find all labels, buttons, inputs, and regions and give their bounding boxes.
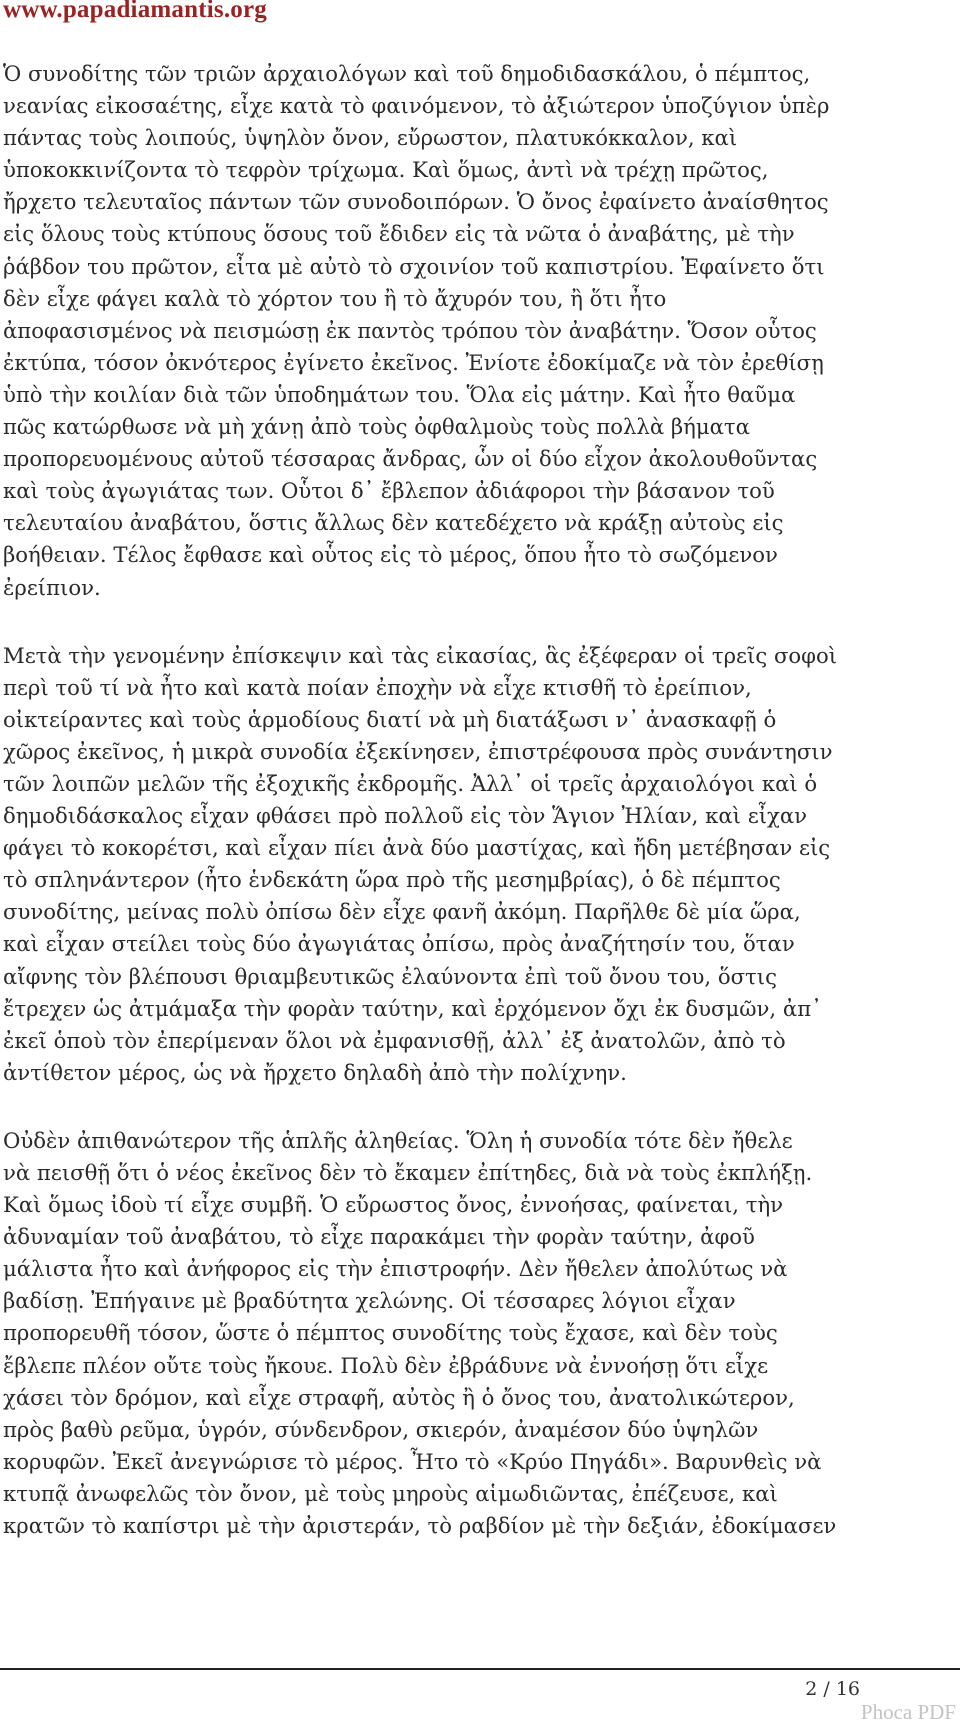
- page-number: 2 / 16: [805, 1678, 860, 1700]
- paragraph-1: Ὁ συνοδίτης τῶν τριῶν ἀρχαιολόγων καὶ τοῦ δημοδιδασκάλου, ὁ πέμπτος, νεανίας εἰκοσαέτης, εἶχε κατὰ τὸ φαινόμενον, τὸ ἀξιώτερον ὑποζύγιον ὑπὲρ πάντας τοὺς λοιπούς, ὑψηλὸν ὄνον, εὔρωστον, πλατυκόκκαλον, καὶ ὑποκοκκινίζοντα τὸ τεφρὸν τρίχωμα. Καὶ ὅμως, ἀντὶ νὰ τρέχῃ πρῶτος, ἤρχετο τελευταῖος πάντων τῶν συνοδοιπόρων. Ὁ ὄνος ἐφαίνετο ἀναίσθητος εἰς ὅλους τοὺς κτύπους ὅσους τοῦ ἔδιδεν εἰς τὰ νῶτα ὁ ἀναβάτης, μὲ τὴν ῥάβδον του πρῶτον, εἶτα μὲ αὐτὸ τὸ σχοινίον τοῦ καπιστρίου. Ἐφαίνετο ὅτι δὲν εἶχε φάγει καλὰ τὸ χόρτον του ἢ τὸ ἄχυρόν του, ἢ ὅτι ἦτο ἀποφασισμένος νὰ πεισμώσῃ ἐκ παντὸς τρόπου τὸν ἀναβάτην. Ὅσον οὗτος ἐκτύπα, τόσον ὀκνότερος ἐγίνετο ἐκεῖνος. Ἐνίοτε ἐδοκίμαζε νὰ τὸν ἐρεθίσῃ ὑπὸ τὴν κοιλίαν διὰ τῶν ὑποδημάτων του. Ὅλα εἰς μάτην. Καὶ ἦτο θαῦμα πῶς κατώρθωσε νὰ μὴ χάνῃ ἀπὸ τοὺς ὀφθαλμοὺς τοὺς πολλὰ βήματα προπορευομένους αὐτοῦ τέσσαρας ἄνδρας, ὧν οἱ δύο εἶχον ἀκολουθοῦντας καὶ τοὺς ἀγωγιάτας των. Οὗτοι δ᾽ ἔβλεπον ἀδιάφοροι τὴν βάσανον τοῦ τελευταίου ἀναβάτου, ὅστις ἄλλως δὲν κατεδέχετο νὰ κράξῃ αὐτοὺς εἰς βοήθειαν. Τέλος ἔφθασε καὶ οὗτος εἰς τὸ μέρος, ὅπου ἦτο τὸ σωζόμενον ἐρείπιον.: [3, 61, 830, 600]
- site-url-header: www.papadiamantis.org: [3, 0, 267, 23]
- footer-divider: [0, 1668, 960, 1670]
- document-body: [3, 58, 933, 1578]
- paragraph-2: Μετὰ τὴν γενομένην ἐπίσκεψιν καὶ τὰς εἰκασίας, ἃς ἐξέφεραν οἱ τρεῖς σοφοὶ περὶ τοῦ τί νὰ ἦτο καὶ κατὰ ποίαν ἐποχὴν νὰ εἶχε κτισθῆ τὸ ἐρείπιον, οἰκτείραντες καὶ τοὺς ἁρμοδίους διατί νὰ μὴ διατάξωσι ν᾽ ἀνασκαφῇ ὁ χῶρος ἐκεῖνος, ἡ μικρὰ συνοδία ἐξεκίνησεν, ἐπιστρέφουσα πρὸς συνάντησιν τῶν λοιπῶν μελῶν τῆς ἐξοχικῆς ἐκδρομῆς. Ἀλλ᾽ οἱ τρεῖς ἀρχαιολόγοι καὶ ὁ δημοδιδάσκαλος εἶχαν φθάσει πρὸ πολλοῦ εἰς τὸν Ἅγιον Ἠλίαν, καὶ εἶχαν φάγει τὸ κοκορέτσι, καὶ εἶχαν πίει ἀνὰ δύο μαστίχας, καὶ ἤδη μετέβησαν εἰς τὸ σπληνάντερον (ἦτο ἑνδεκάτη ὥρα πρὸ τῆς μεσημβρίας), ὁ δὲ πέμπτος συνοδίτης, μείνας πολὺ ὀπίσω δὲν εἶχε φανῆ ἀκόμη. Παρῆλθε δὲ μία ὥρα, καὶ εἶχαν στείλει τοὺς δύο ἀγωγιάτας ὀπίσω, πρὸς ἀναζήτησίν του, ὅταν αἴφνης τὸν βλέπουσι θριαμβευτικῶς ἐλαύνοντα ἐπὶ τοῦ ὄνου του, ὅστις ἔτρεχεν ὡς ἀτμάμαξα τὴν φορὰν ταύτην, καὶ ἐρχόμενον ὄχι ἐκ δυσμῶν, ἀπ᾽ ἐκεῖ ὁποὺ τὸν ἐπερίμεναν ὅλοι νὰ ἐμφανισθῇ, ἀλλ᾽ ἐξ ἀνατολῶν, ἀπὸ τὸ ἀντίθετον μέρος, ὡς νὰ ἤρχετο δηλαδὴ ἀπὸ τὴν πολίχνην.: [3, 642, 838, 1085]
- phoca-pdf-watermark: Phoca PDF: [860, 1700, 956, 1724]
- paragraph-3: Οὐδὲν ἀπιθανώτερον τῆς ἁπλῆς ἀληθείας. Ὅλη ἡ συνοδία τότε δὲν ἤθελε νὰ πεισθῇ ὅτι ὁ νέος ἐκεῖνος δὲν τὸ ἔκαμεν ἐπίτηδες, διὰ νὰ τοὺς ἐκπλήξῃ. Καὶ ὅμως ἰδοὺ τί εἶχε συμβῆ. Ὁ εὔρωστος ὄνος, ἐννοήσας, φαίνεται, τὴν ἀδυναμίαν τοῦ ἀναβάτου, τὸ εἶχε παρακάμει τὴν φορὰν ταύτην, ἀφοῦ μάλιστα ἦτο καὶ ἀνήφορος εἰς τὴν ἐπιστροφήν. Δὲν ἤθελεν ἀπολύτως νὰ βαδίσῃ. Ἐπήγαινε μὲ βραδύτητα χελώνης. Οἱ τέσσαρες λόγιοι εἶχαν προπορευθῆ τόσον, ὥστε ὁ πέμπτος συνοδίτης τοὺς ἔχασε, καὶ δὲν τοὺς ἔβλεπε πλέον οὔτε τοὺς ἤκουε. Πολὺ δὲν ἐβράδυνε νὰ ἐννοήσῃ ὅτι εἶχε χάσει τὸν δρόμον, καὶ εἶχε στραφῆ, αὐτὸς ἢ ὁ ὄνος του, ἀνατολικώτερον, πρὸς βαθὺ ρεῦμα, ὑγρόν, σύνδενδρον, σκιερόν, ἀναμέσον δύο ὑψηλῶν κορυφῶν. Ἐκεῖ ἀνεγνώρισε τὸ μέρος. Ἦτο τὸ «Κρύο Πηγάδι». Βαρυνθεὶς νὰ κτυπᾷ ἀνωφελῶς τὸν ὄνον, μὲ τοὺς μηροὺς αἱμωδιῶντας, ἐπέζευσε, καὶ κρατῶν τὸ καπίστρι μὲ τὴν ἀριστεράν, τὸ ραβδίον μὲ τὴν δεξιάν, ἐδοκίμασεν: [3, 1127, 837, 1539]
